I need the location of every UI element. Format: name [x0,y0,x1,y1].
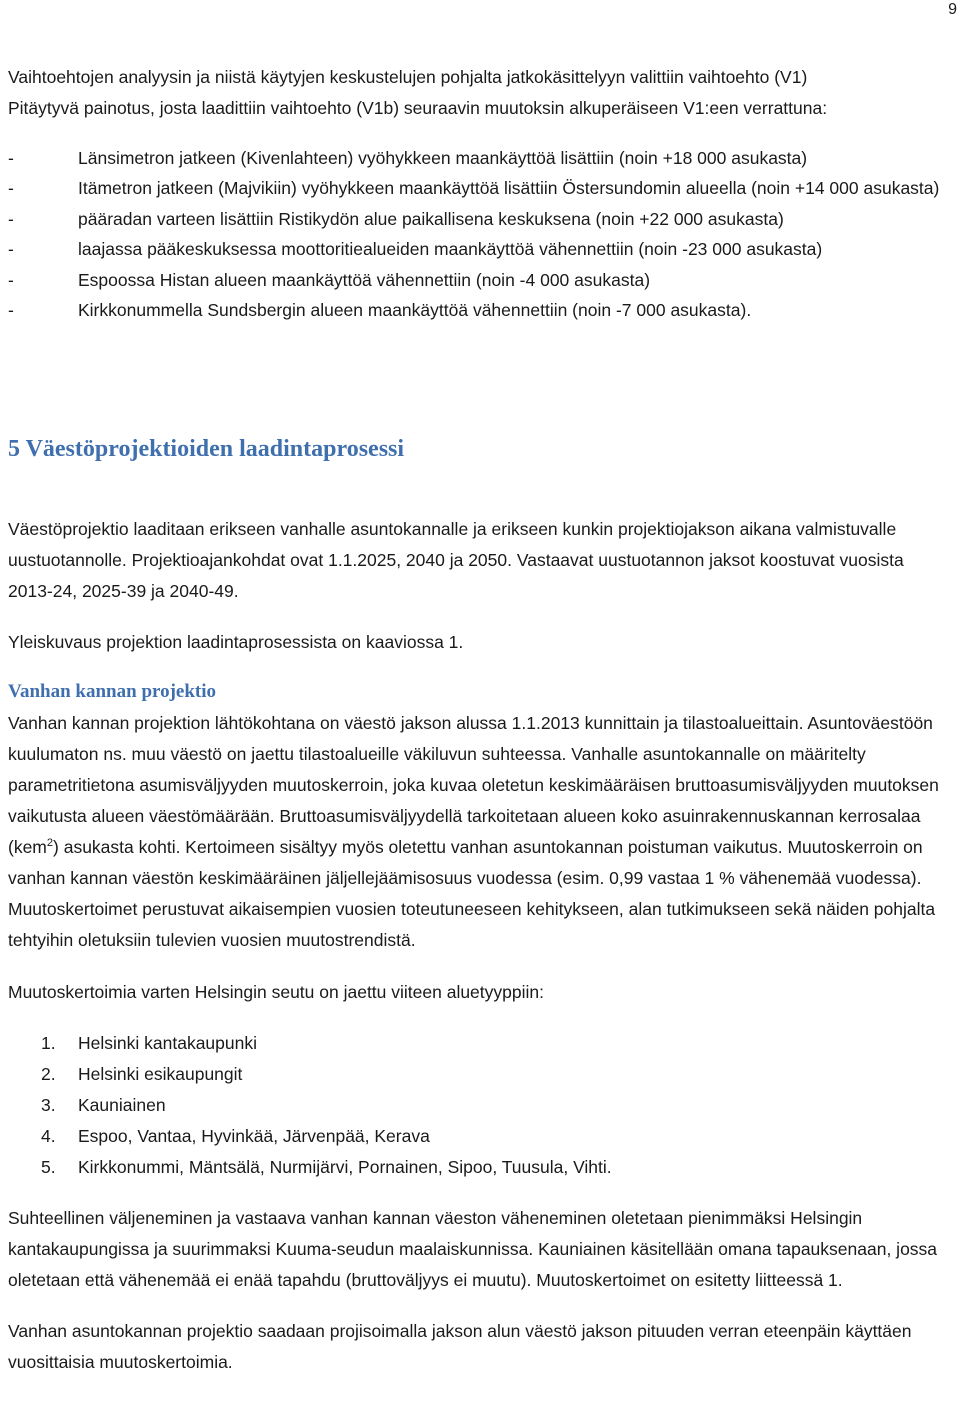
list-item [8,1059,953,1090]
subsection-heading: Vanhan kannan projektio [8,681,217,702]
subsection [8,678,953,1378]
subsection-paragraph-3: Suhteellinen väljeneminen ja vastaava vanhan kannan väeston väheneminen oletetaan pienimmäksi Helsingin kantakaupungissa ja suurimmaksi Kuuma-seudun maalaiskunnissa. Kauniainen käsitellään omana tapauksenaan, jossa oletetaan että vähenemää ei enää tapahdu (bruttoväljyys ei muutu). Muutoskertoimet on esitetty liitteessä 1. [8,1208,938,1290]
list-intro: Muutoskertoimia varten Helsingin seutu on jaettu viiteen aluetyyppiin: [8,982,544,1002]
list-item: - pääradan varteen lisättiin Ristikydön alue paikallisena keskuksena (noin +22 000 asukasta) [8,204,953,234]
list-number: 4. [41,1126,56,1146]
list-item [8,1028,953,1059]
subsection-paragraph-4: Vanhan asuntokannan projektio saadaan projisoimalla jakson alun väestö jakson pituuden verran eteenpäin käyttäen vuosittaisia muutoskertoimia. [8,1321,912,1372]
intro-line-1: Vaihtoehtojen analyysin ja niistä käytyjen keskustelujen pohjalta jatkokäsittelyyn valittiin vaihtoehto (V1) [8,67,808,87]
list-item [8,1121,953,1152]
subsection-paragraph-1 [8,708,953,956]
list-item: - Espoossa Histan alueen maankäyttöä vähennettiin (noin -4 000 asukasta) [8,265,953,295]
list-item: - laajassa pääkeskuksessa moottoritiealueiden maankäyttöä vähennettiin (noin -23 000 asukasta) [8,234,953,264]
superscript: 2 [46,837,54,850]
section-paragraph-1: Väestöprojektio laaditaan erikseen vanhalle asuntokannalle ja erikseen kunkin projektiojakson aikana valmistuvalle uustuotannolle. Projektioajankohdat ovat 1.1.2025, 2040 ja 2050. Vastaavat uustuotannon jaksot koostuvat vuosista 2013-24, 2025-39 ja 2040-49. [8,519,904,601]
list-item [8,1152,953,1183]
list-number: 5. [41,1157,56,1177]
list-label: Helsinki kantakaupunki [78,1033,257,1053]
list-number: 3. [41,1095,56,1115]
changes-list [8,143,953,325]
list-label: Helsinki esikaupungit [78,1064,243,1084]
list-number: 1. [41,1033,56,1053]
section-paragraph-2: Yleiskuvaus projektion laadintaprosessista on kaaviossa 1. [8,632,464,652]
paragraph-text: Vanhan kannan projektion lähtökohtana on väestö jakson alussa 1.1.2013 kunnittain ja tilastoalueittain. Asuntoväestöön kuulumaton ns. muu väestö on jaettu tilastoalueille väkiluvun suhteessa. Vanhalle asuntokannalle on määritelty parametritietona asumisväljyyden muutoskerroin, joka kuvaa oletetun keskimääräisen bruttoasumisväljyyden muutoksen vaikutusta alueen väestömäärään. Bruttoasumisväljyydellä tarkoitetaan alueen koko asuinrakennuskannan kerrosalaa (kem [8,713,939,857]
list-item: - Kirkkonummella Sundsbergin alueen maankäyttöä vähennettiin (noin -7 000 asukasta). [8,295,953,325]
area-types-list [8,1028,953,1183]
list-item: - Itämetron jatkeen (Majvikiin) vyöhykkeen maankäyttöä lisättiin Östersundomin alueella (noin +14 000 asukasta) [8,173,953,203]
list-label: Kirkkonummi, Mäntsälä, Nurmijärvi, Pornainen, Sipoo, Tuusula, Vihti. [78,1157,612,1177]
list-number: 2. [41,1064,56,1084]
section-body [8,514,953,658]
list-item [8,1090,953,1121]
intro-paragraph [8,62,953,123]
page-number: 9 [948,1,957,18]
section-heading: 5 Väestöprojektioiden laadintaprosessi [8,436,405,462]
paragraph-text: ) asukasta kohti. Kertoimeen sisältyy myös oletettu vanhan asuntokannan poistuman vaikutus. Muutoskerroin on vanhan kannan väestön keskimääräinen jäljellejäämisosuus vuodessa (esim. 0,99 vastaa 1 % vähenemää vuodessa). Muutoskertoimet perustuvat aikaisempien vuosien toteutuneeseen kehitykseen, alan tutkimukseen sekä näiden pohjalta tehtyihin oletuksiin tulevien vuosien muutostrendistä. [8,837,936,950]
intro-line-2: Pitäytyvä painotus, josta laadittiin vaihtoehto (V1b) seuraavin muutoksin alkuperäiseen V1:een verrattuna: [8,98,828,118]
list-label: Kauniainen [78,1095,166,1115]
list-item: - Länsimetron jatkeen (Kivenlahteen) vyöhykkeen maankäyttöä lisättiin (noin +18 000 asukasta) [8,143,953,173]
list-label: Espoo, Vantaa, Hyvinkää, Järvenpää, Kerava [78,1126,430,1146]
